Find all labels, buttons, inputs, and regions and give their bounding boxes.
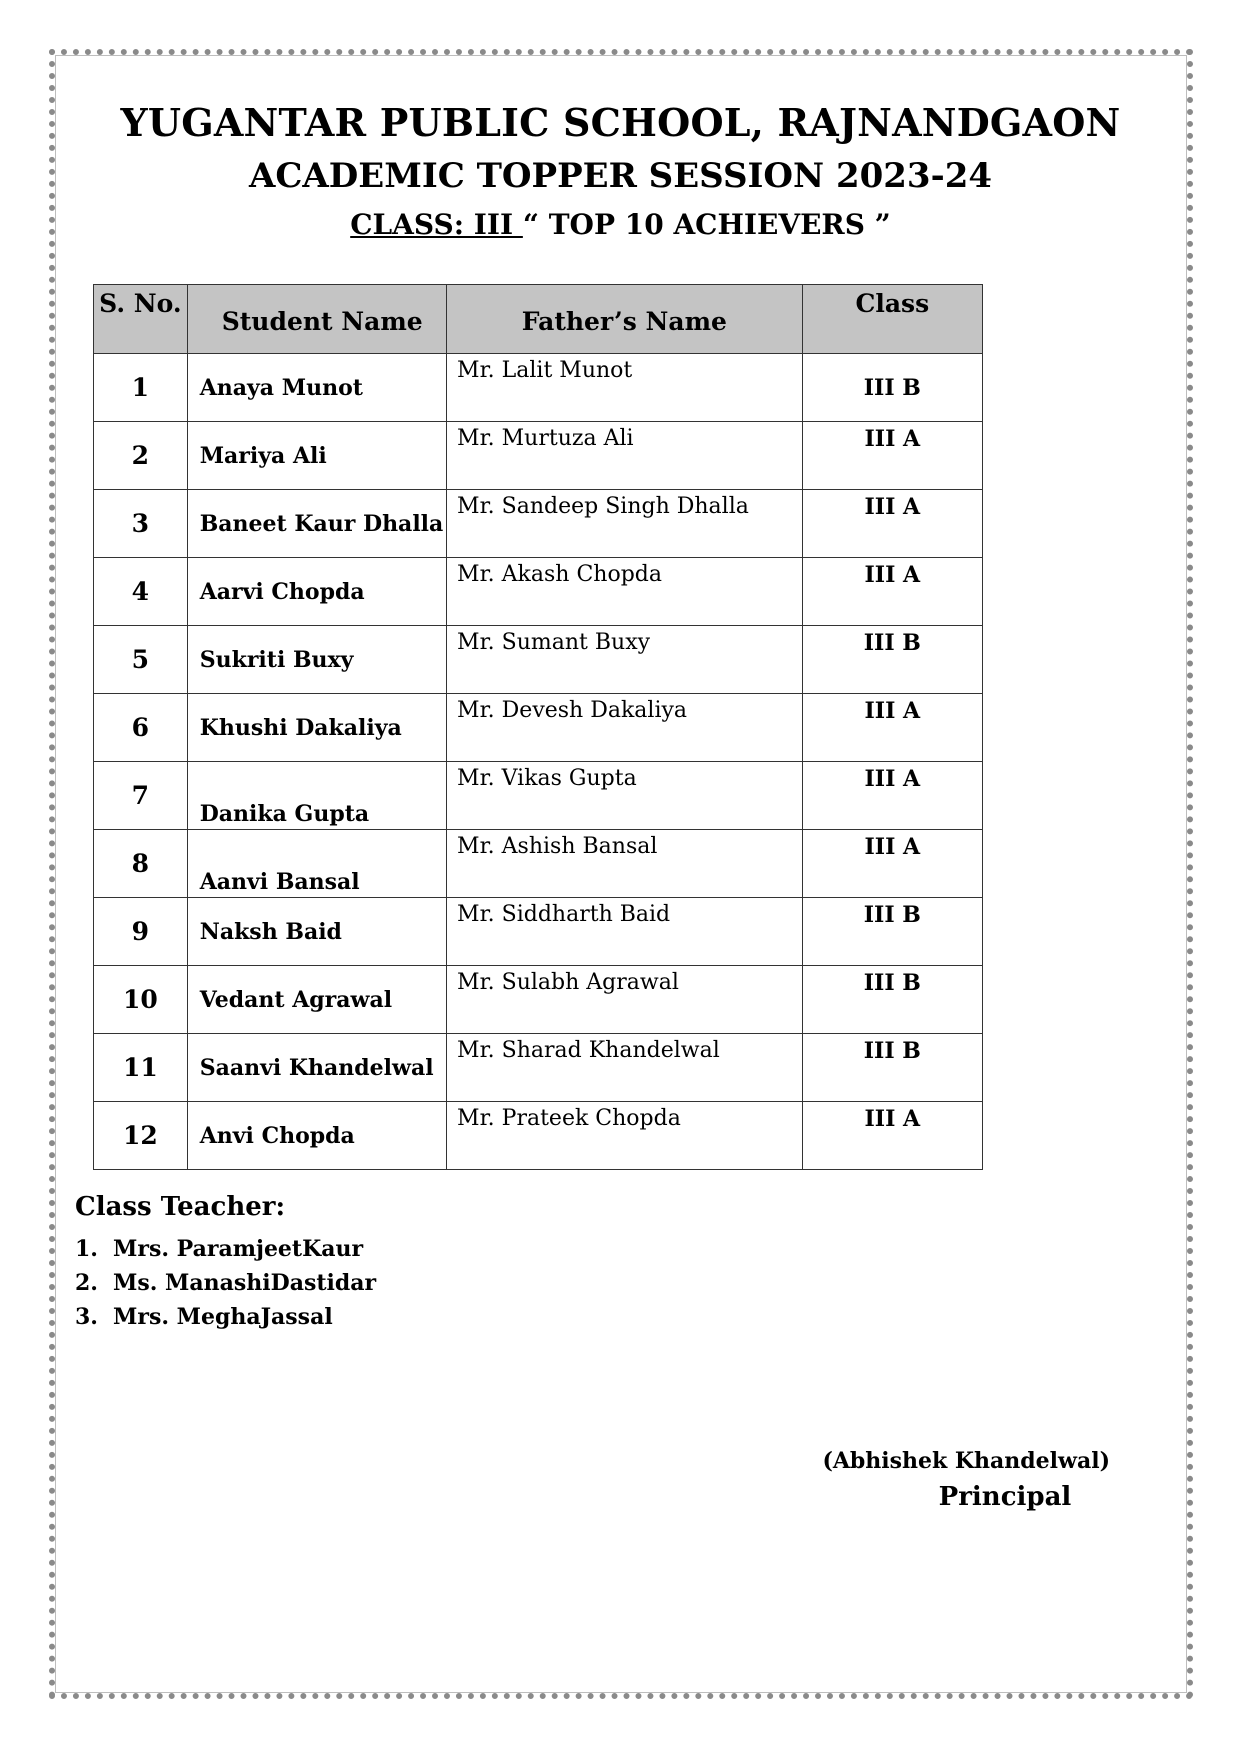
toppers-table xyxy=(93,284,983,1170)
teacher-name: Mrs. ParamjeetKaur xyxy=(113,1236,364,1262)
table-row xyxy=(94,626,983,694)
row-student: Naksh Baid xyxy=(187,898,446,966)
row-class: III A xyxy=(802,490,982,558)
row-class: III A xyxy=(802,762,982,830)
list-item xyxy=(75,1232,376,1266)
row-father: Mr. Akash Chopda xyxy=(447,558,803,626)
row-student: Anaya Munot xyxy=(187,354,446,422)
row-class: III B xyxy=(802,354,982,422)
row-father: Mr. Siddharth Baid xyxy=(447,898,803,966)
teacher-name: Mrs. MeghaJassal xyxy=(113,1304,333,1330)
table-row xyxy=(94,966,983,1034)
table-row xyxy=(94,422,983,490)
row-student: Danika Gupta xyxy=(187,762,446,830)
class-label: CLASS: III xyxy=(350,208,523,241)
row-sno: 7 xyxy=(94,762,188,830)
row-father: Mr. Murtuza Ali xyxy=(447,422,803,490)
principal-name: (Abhishek Khandelwal) xyxy=(822,1448,1110,1474)
row-class: III A xyxy=(802,1102,982,1170)
table-row xyxy=(94,1034,983,1102)
table-row xyxy=(94,558,983,626)
row-father: Mr. Ashish Bansal xyxy=(447,830,803,898)
row-sno: 4 xyxy=(94,558,188,626)
header-sno: S. No. xyxy=(94,285,188,354)
row-student: Baneet Kaur Dhalla xyxy=(187,490,446,558)
table-row xyxy=(94,898,983,966)
table-row xyxy=(94,830,983,898)
row-father: Mr. Prateek Chopda xyxy=(447,1102,803,1170)
table-row xyxy=(94,762,983,830)
row-student: Aarvi Chopda xyxy=(187,558,446,626)
class-subtitle xyxy=(0,208,1241,241)
row-father: Mr. Sharad Khandelwal xyxy=(447,1034,803,1102)
row-class: III B xyxy=(802,1034,982,1102)
row-sno: 9 xyxy=(94,898,188,966)
row-sno: 5 xyxy=(94,626,188,694)
row-sno: 2 xyxy=(94,422,188,490)
row-father: Mr. Sumant Buxy xyxy=(447,626,803,694)
header-father-name: Father’s Name xyxy=(447,285,803,354)
header-class: Class xyxy=(802,285,982,354)
row-class: III A xyxy=(802,830,982,898)
teacher-number: 2. xyxy=(75,1270,98,1296)
row-sno: 1 xyxy=(94,354,188,422)
row-sno: 10 xyxy=(94,966,188,1034)
row-student: Saanvi Khandelwal xyxy=(187,1034,446,1102)
table-row xyxy=(94,694,983,762)
row-sno: 3 xyxy=(94,490,188,558)
row-father: Mr. Lalit Munot xyxy=(447,354,803,422)
row-class: III B xyxy=(802,898,982,966)
table-header-row xyxy=(94,285,983,354)
row-father: Mr. Sulabh Agrawal xyxy=(447,966,803,1034)
school-title: YUGANTAR PUBLIC SCHOOL, RAJNANDGAON xyxy=(120,100,1121,145)
row-student: Anvi Chopda xyxy=(187,1102,446,1170)
row-father: Mr. Vikas Gupta xyxy=(447,762,803,830)
teacher-number: 1. xyxy=(75,1236,98,1262)
class-teacher-heading: Class Teacher: xyxy=(75,1192,286,1222)
principal-title: Principal xyxy=(938,1482,1072,1512)
class-teacher-list xyxy=(75,1232,376,1334)
header-student-name: Student Name xyxy=(187,285,446,354)
list-item xyxy=(75,1300,376,1334)
table-row xyxy=(94,354,983,422)
row-sno: 8 xyxy=(94,830,188,898)
row-class: III B xyxy=(802,626,982,694)
teacher-name: Ms. ManashiDastidar xyxy=(113,1270,377,1296)
row-sno: 11 xyxy=(94,1034,188,1102)
row-class: III A xyxy=(802,422,982,490)
row-student: Khushi Dakaliya xyxy=(187,694,446,762)
row-class: III B xyxy=(802,966,982,1034)
row-student: Sukriti Buxy xyxy=(187,626,446,694)
row-class: III A xyxy=(802,694,982,762)
achievers-label: “ TOP 10 ACHIEVERS ” xyxy=(522,208,891,241)
row-class: III A xyxy=(802,558,982,626)
row-sno: 6 xyxy=(94,694,188,762)
table-row xyxy=(94,490,983,558)
table-row xyxy=(94,1102,983,1170)
row-student: Mariya Ali xyxy=(187,422,446,490)
row-student: Aanvi Bansal xyxy=(187,830,446,898)
row-student: Vedant Agrawal xyxy=(187,966,446,1034)
row-father: Mr. Sandeep Singh Dhalla xyxy=(447,490,803,558)
row-father: Mr. Devesh Dakaliya xyxy=(447,694,803,762)
row-sno: 12 xyxy=(94,1102,188,1170)
teacher-number: 3. xyxy=(75,1304,98,1330)
session-title: ACADEMIC TOPPER SESSION 2023-24 xyxy=(248,156,993,196)
list-item xyxy=(75,1266,376,1300)
